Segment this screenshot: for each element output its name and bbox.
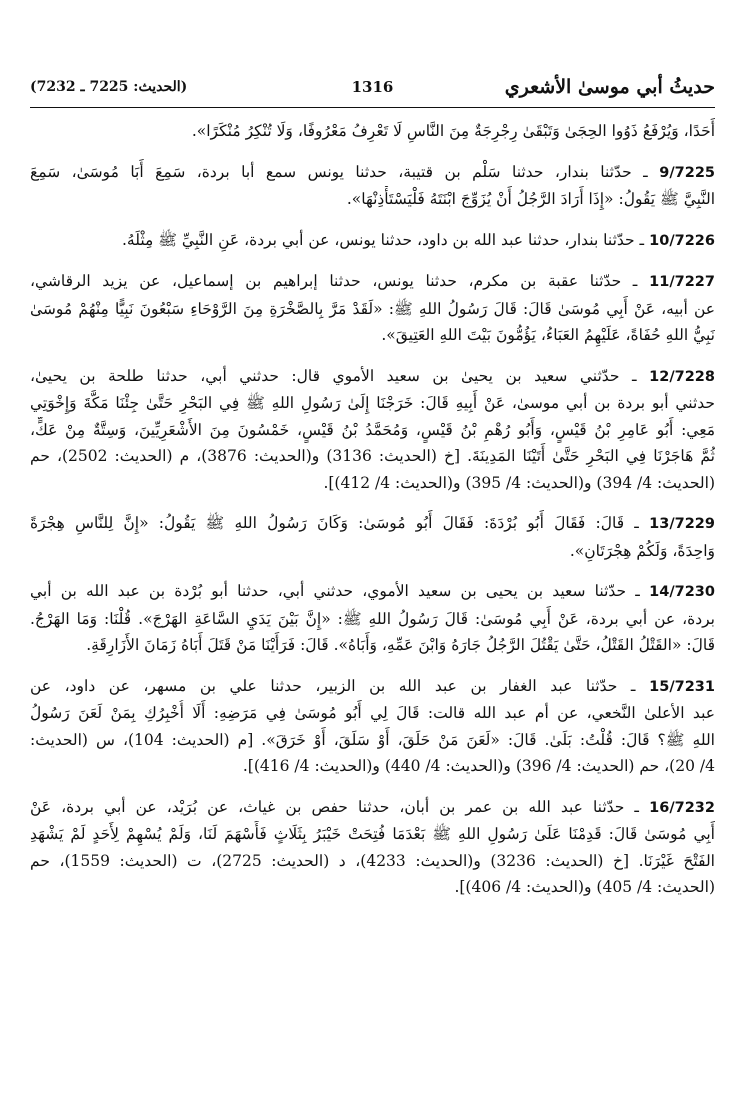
header-rule — [30, 107, 715, 108]
line-text: الفَتْحَ غَيْرَنَا. [خ (الحديث: 3236) و(الحديث: 4233)، د (الحديث: 2725)، ت (الحديث: 1559)، حم — [30, 851, 715, 870]
line-text: وَاحِدَةً، وَلَكُمْ هِجْرَتَانِ». — [569, 541, 715, 560]
text-line — [30, 186, 715, 213]
hadith-paragraph — [30, 794, 715, 901]
hadith-number: 13/7229 — [638, 516, 715, 532]
hadith-paragraph — [30, 673, 715, 780]
line-text: مَعِي: أَبُو عَامِرِ بْنُ قَيْسٍ، وَأَبُو رُهْمِ بْنُ قَيْسٍ، وَمُحَمَّدُ بْنُ قَيْسٍ، خَمْسُونَ مِنَ الأَشْعَرِيِّينَ، وَسِتَّةٌ مِنْ عَكٍّ، — [30, 420, 715, 439]
running-title: حديثُ أبي موسىٰ الأشعري — [504, 76, 715, 98]
line-text: (الحديث: 4/ 405) و(الحديث: 4/ 406)]. — [454, 878, 715, 896]
text-line — [30, 159, 715, 187]
text-line — [30, 727, 715, 754]
paragraph-gap — [30, 349, 715, 363]
paragraph-gap — [30, 659, 715, 673]
line-text: اللهِ ﷺ؟ قَالَ: قُلْتُ: بَلَىٰ. قَالَ: «لَعَنَ مَنْ حَلَقَ، أَوْ سَلَقَ، أَوْ خَرَقَ». [م (الحديث: 104)، س (الحديث: — [30, 730, 715, 749]
text-line — [30, 794, 715, 822]
text-line — [30, 417, 715, 444]
text-line — [30, 700, 715, 727]
line-text: قَالَ: «القَتْلُ القَتْلُ، حَتَّىٰ يَقْتُلَ الرَّجُلُ جَارَهُ وَابْنَ عَمِّهِ، وَأَبَاهُ». قَالَ: فَرَأَيْنَا مَنْ قَتَلَ أَبَاهُ زَمَانَ الأَزَارِقَةِ. — [86, 636, 715, 654]
hadith-paragraph — [30, 159, 715, 213]
line-text: أَبِي مُوسَىٰ قَالَ: قَدِمْنَا عَلَىٰ رَسُولِ اللهِ ﷺ بَعْدَمَا فُتِحَتْ خَيْبَرُ بِثَلَاثٍ فَأَسْهَمَ لَنَا، وَلَمْ يُسْهِمْ لِأَحَدٍ لَمْ يَشْهَدِ — [30, 825, 715, 843]
page-body — [30, 118, 715, 901]
line-text: بردة، عن أبي بردة، عَنْ أَبِي مُوسَىٰ: قَالَ رَسُولُ اللهِ ﷺ: «إِنَّ بَيْنَ يَدَيِ السَّاعَةِ الهَرْجَ». قُلْنَا: وَمَا الهَرْجُ. — [30, 609, 715, 628]
text-line — [30, 821, 715, 848]
text-line — [30, 848, 715, 875]
line-text: ـ حدّثنا عبد الله بن عمر بن أبان، حدثنا حفص بن غياث، عن بُرَيْد، عن أبي بردة، عَنْ — [30, 797, 639, 816]
hadith-number: 16/7232 — [638, 799, 715, 816]
text-line — [30, 673, 715, 701]
page-number: 1316 — [351, 78, 394, 96]
line-text: نَبِيُّ اللهِ حُفَاةً، عَلَيْهِمُ العَبَاءُ، يَؤُمُّونَ بَيْتَ اللهِ العَتِيقَ». — [381, 326, 715, 344]
text-line — [30, 268, 715, 296]
text-line — [30, 296, 715, 323]
hadith-number: 11/7227 — [637, 274, 715, 290]
hadith-number: 12/7228 — [636, 368, 715, 385]
hadith-paragraph — [30, 510, 715, 564]
hadith-number: 14/7230 — [639, 584, 715, 600]
page-header — [30, 76, 715, 104]
hadith-paragraph — [30, 227, 715, 255]
paragraph-gap — [30, 496, 715, 510]
hadith-number: 15/7231 — [635, 678, 715, 695]
text-line — [30, 753, 715, 780]
text-line — [30, 443, 715, 470]
paragraph-gap — [30, 145, 715, 159]
line-text: ـ حدّثني سعيد بن يحيىٰ بن سعيد الأموي قال: حدثني أبي، حدثنا طلحة بن يحيىٰ، — [30, 366, 637, 385]
text-line — [30, 322, 715, 349]
paragraph-gap — [30, 780, 715, 794]
text-line — [30, 227, 715, 255]
hadith-range: (الحديث: 7225 ـ 7232) — [30, 79, 188, 95]
hadith-number: 10/7226 — [644, 232, 715, 249]
text-line — [30, 363, 715, 391]
text-line — [30, 632, 715, 659]
line-text: ـ حدّثنا عقبة بن مكرم، حدثنا يونس، حدثنا إبراهيم بن إسماعيل، عن يزيد الرقاشي، — [30, 272, 638, 290]
hadith-paragraph — [30, 578, 715, 659]
text-line — [30, 470, 715, 497]
paragraph-gap — [30, 564, 715, 578]
text-line — [30, 578, 715, 606]
text-line — [30, 874, 715, 901]
text-line — [30, 538, 715, 565]
line-text: ـ حدّثنا بندار، حدثنا سَلْم بن قتيبة، حدثنا يونس سمع أبا بردة، سَمِعَ أَبَا مُوسَىٰ، سَمِعَ — [30, 162, 648, 181]
line-text: ـ قَالَ: فَقَالَ أَبُو بُرْدَةَ: فَقَالَ أَبُو مُوسَىٰ: وَكَانَ رَسُولُ اللهِ ﷺ يَقُولُ: «إِنَّ لِلنَّاسِ هِجْرَةً — [30, 514, 639, 532]
hadith-paragraph — [30, 268, 715, 349]
paragraph-gap — [30, 254, 715, 268]
line-text: حدثني أبو بردة بن أبي موسىٰ، عَنْ أَبِيهِ قَالَ: خَرَجْنَا إِلَىٰ رَسُولِ اللهِ ﷺ فِي البَحْرِ حَتَّىٰ جِئْنَا مَكَّةَ وَإِخْوَتِي — [30, 394, 715, 412]
text-line — [30, 510, 715, 538]
paragraph-gap — [30, 213, 715, 227]
text-line — [30, 390, 715, 417]
hadith-paragraph — [30, 363, 715, 497]
line-text: ثُمَّ هَاجَرْنَا فِي البَحْرِ حَتَّىٰ أَتَيْنَا المَدِينَةَ. [خ (الحديث: 3136) و(الحديث: 3876)، م (الحديث: 2502)، حم — [30, 447, 715, 465]
hadith-number: 9/7225 — [647, 164, 715, 181]
line-text: عن أبيه، عَنْ أَبِي مُوسَىٰ قَالَ: قَالَ رَسُولُ اللهِ ﷺ: «لَقَدْ مَرَّ بِالصَّخْرَةِ مِنَ الرَّوْحَاءِ سَبْعُونَ نَبِيًّا مِنْهُمْ مُوسَىٰ — [30, 299, 715, 318]
line-text: النَّبِيَّ ﷺ يَقُولُ: «إِذَا أَرَادَ الرَّجُلُ أَنْ يُزَوِّجَ ابْنَتَهُ فَلْيَسْتَأْذِنْهَا». — [346, 190, 715, 208]
line-text: ـ حدّثنا عبد الغفار بن عبد الله بن الزبير، حدثنا علي بن مسهر، عن داود، عن — [30, 676, 636, 695]
line-text: ـ حدّثنا سعيد بن يحيى بن سعيد الأموي، حدثني أبي، حدثنا أبو بُرْدة بن عبد الله بن أبي — [30, 582, 640, 600]
text-line — [30, 606, 715, 633]
hadith-paragraph — [30, 118, 715, 145]
text-line — [30, 118, 715, 145]
line-text: عبد الأعلىٰ النَّخعي، عن أم عبد الله قالت: قَالَ لِي أَبُو مُوسَىٰ فِي مَرَضِهِ: أَلَا أُخْبِرُكِ بِمَنْ لَعَنَ رَسُولُ — [30, 704, 715, 722]
line-text: 4/ 20)، حم (الحديث: 4/ 396) و(الحديث: 4/ 440) و(الحديث: 4/ 416)]. — [242, 757, 715, 775]
line-text: (الحديث: 4/ 394) و(الحديث: 4/ 395) و(الحديث: 4/ 412)]. — [323, 473, 715, 492]
line-text: ـ حدّثنا بندار، حدثنا عبد الله بن داود، حدثنا يونس، عن أبي بردة، عَنِ النَّبِيِّ ﷺ مِثْلَهُ. — [121, 230, 645, 249]
line-text: أَحَدًا، وَيُرْفَعُ ذَوُوا الحِجَىٰ وَتَبْقَىٰ رِجْرِجَةٌ مِنَ النَّاسِ لَا تَعْرِفُ مَعْرُوفًا، وَلَا تُنْكِرُ مُنْكَرًا». — [191, 122, 715, 140]
